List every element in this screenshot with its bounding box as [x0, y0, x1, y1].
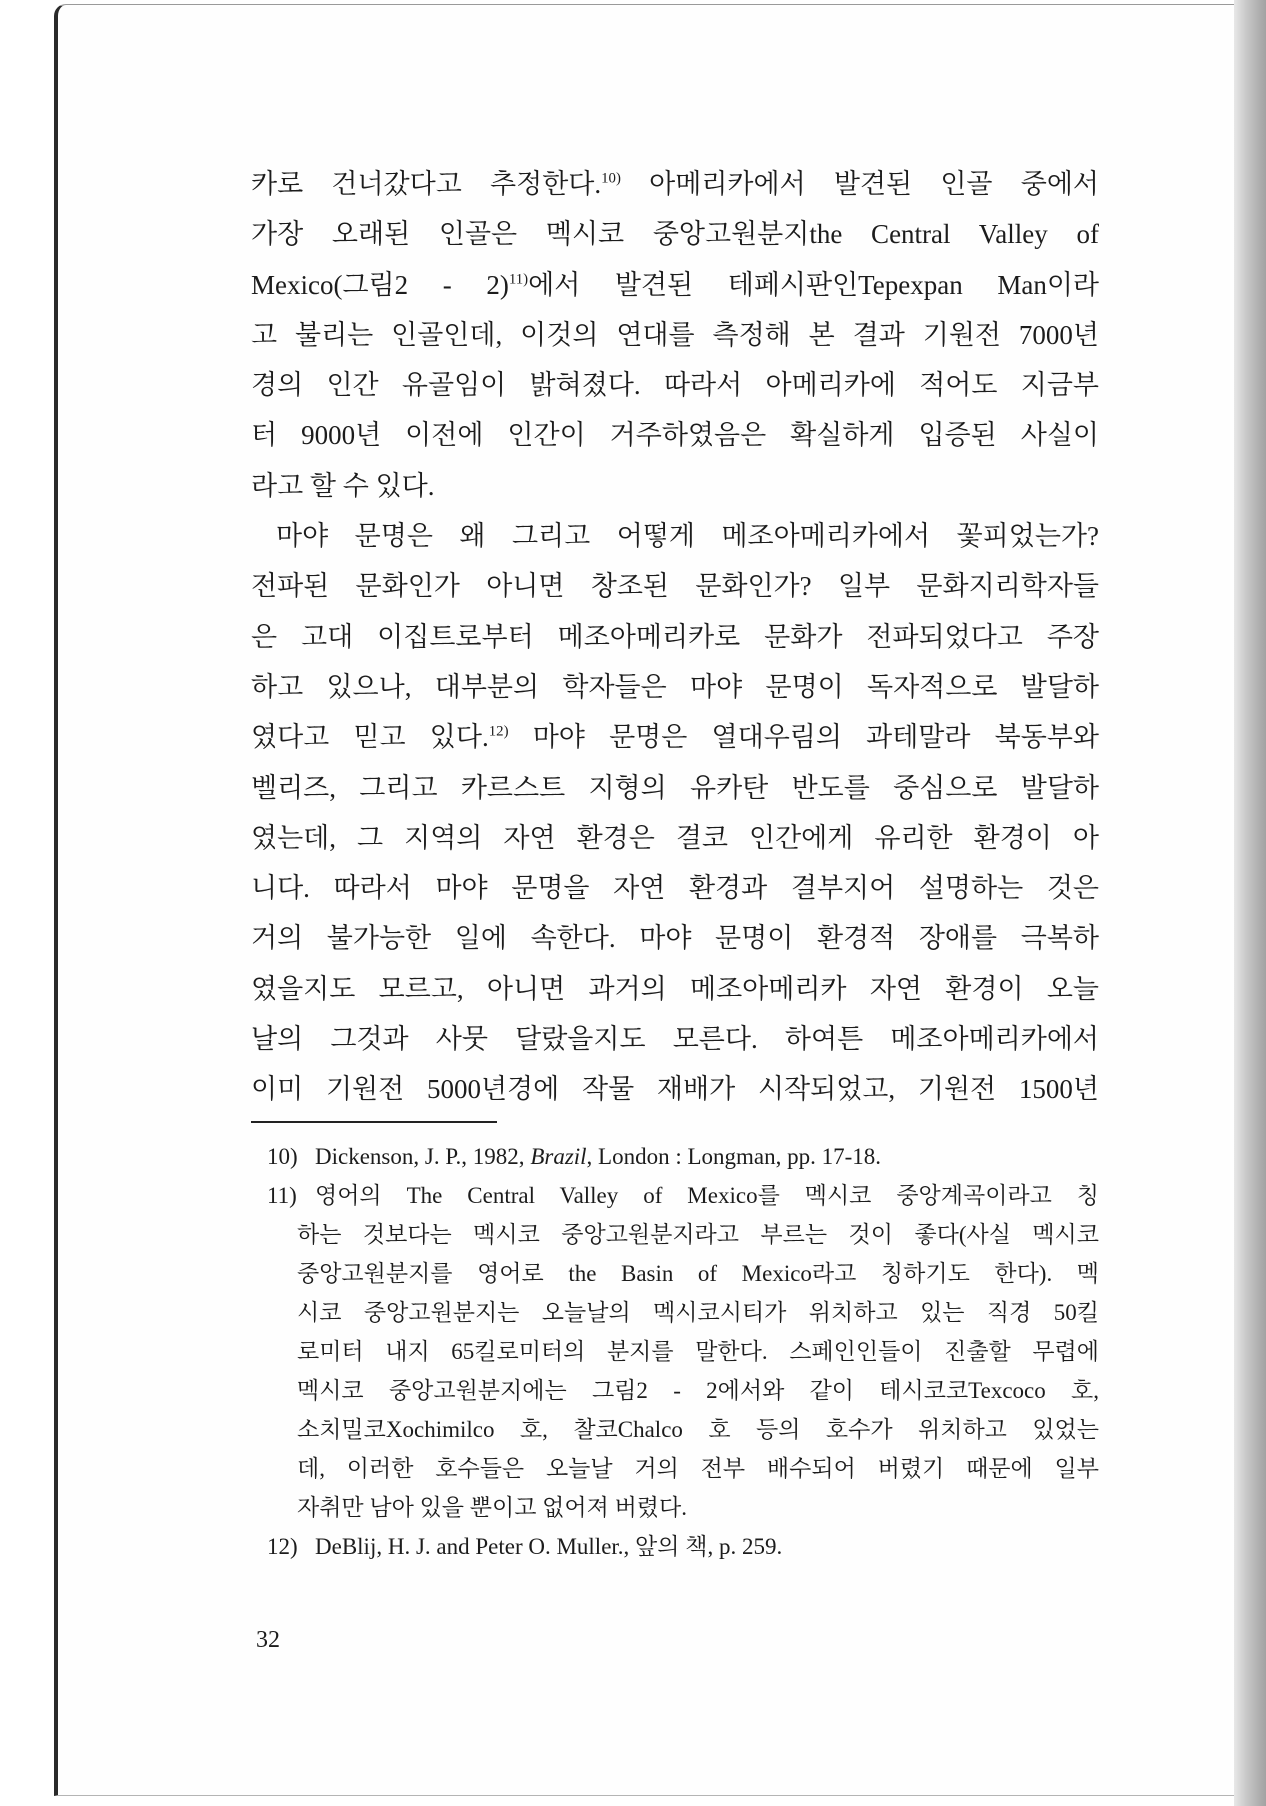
- text-line: 경의 인간 유골임이 밝혀졌다. 따라서 아메리카에 적어도 지금부: [251, 370, 1099, 401]
- text-segment: 마야 문명은 열대우림의 과테말라 북동부와: [508, 722, 1099, 753]
- text-line: 하고 있으나, 대부분의 학자들은 마야 문명이 독자적으로 발달하: [251, 671, 1099, 702]
- text-line: [251, 260, 1099, 310]
- footnote-number: 11): [267, 1183, 297, 1208]
- footnotes: [267, 1137, 1099, 1566]
- page-edge-shadow: [1234, 0, 1266, 1806]
- text-line: 고 불리는 인골인데, 이것의 연대를 측정해 본 결과 기원전 7000년: [251, 319, 1099, 350]
- footnote-12: [267, 1527, 1099, 1566]
- text-line: 라고 할 수 있다.: [251, 470, 435, 501]
- footnote-line: 멕시코 중앙고원분지에는 그림2 - 2에서와 같이 테시코코Texcoco 호,: [297, 1378, 1099, 1403]
- text-line: 터 9000년 이전에 인간이 거주하였음은 확실하게 입증된 사실이: [251, 420, 1099, 451]
- footnote-11: [267, 1176, 1099, 1527]
- footnote-line: [267, 1137, 1099, 1176]
- text-line: 니다. 따라서 마야 문명을 자연 환경과 결부지어 설명하는 것은: [251, 873, 1099, 904]
- footnote-line: 로미터 내지 65킬로미터의 분지를 말한다. 스페인인들이 진출할 무렵에: [297, 1339, 1099, 1364]
- footnote-line: 중앙고원분지를 영어로 the Basin of Mexico라고 칭하기도 한다). 멕: [297, 1261, 1099, 1286]
- footnote-10: [267, 1137, 1099, 1176]
- text-line: 마야 문명은 왜 그리고 어떻게 메조아메리카에서 꽃피었는가?: [276, 521, 1099, 552]
- text-line: 날의 그것과 사뭇 달랐을지도 모른다. 하여튼 메조아메리카에서: [251, 1024, 1099, 1055]
- text-line: 전파된 문화인가 아니면 창조된 문화인가? 일부 문화지리학자들: [251, 571, 1099, 602]
- text-segment: 아메리카에서 발견된 인골 중에서: [620, 169, 1099, 199]
- footnote-ref: 12): [488, 723, 509, 740]
- footnote-text: , London : Longman, pp. 17-18.: [586, 1144, 882, 1169]
- text-line: 은 고대 이집트로부터 메조아메리카로 문화가 전파되었다고 주장: [251, 621, 1099, 652]
- footnote-line: [267, 1527, 1099, 1566]
- body-text: [251, 159, 1099, 1115]
- text-segment: Mexico(그림2 - 2): [251, 269, 509, 300]
- footnote-line: [267, 1176, 1099, 1215]
- text-line: 거의 불가능한 일에 속한다. 마야 문명이 환경적 장애를 극복하: [251, 923, 1099, 954]
- text-segment: 카로 건너갔다고 추정한다.: [251, 169, 602, 199]
- text-segment: 였다고 믿고 있다.: [251, 722, 489, 753]
- footnote-number: 10): [267, 1144, 298, 1169]
- footnote-line: 하는 것보다는 멕시코 중앙고원분지라고 부르는 것이 좋다(사실 멕시코: [297, 1222, 1099, 1247]
- footnote-ref: 11): [508, 271, 529, 288]
- footnote-text: DeBlij, H. J. and Peter O. Muller., 앞의 책, p. 259.: [315, 1534, 783, 1559]
- footnote-divider: [251, 1121, 497, 1123]
- footnote-line: 데, 이러한 호수들은 오늘날 거의 전부 배수되어 버렸기 때문에 일부: [297, 1456, 1099, 1481]
- text-line: 였는데, 그 지역의 자연 환경은 결코 인간에게 유리한 환경이 아: [251, 822, 1099, 853]
- footnote-text: Dickenson, J. P., 1982,: [315, 1144, 531, 1169]
- text-line: [251, 712, 1099, 762]
- text-segment: 에서 발견된 테페시판인Tepexpan Man이라: [528, 269, 1099, 300]
- book-title: Brazil: [530, 1144, 587, 1169]
- footnote-text: 영어의 The Central Valley of Mexico를 멕시코 중앙계곡이라고 칭: [315, 1183, 1099, 1208]
- paragraph: [251, 159, 1099, 511]
- footnote-line: 자취만 남아 있을 뿐이고 없어져 버렸다.: [297, 1495, 687, 1520]
- text-line: [251, 159, 1099, 209]
- footnote-ref: 10): [601, 170, 621, 187]
- text-line: 이미 기원전 5000년경에 작물 재배가 시작되었고, 기원전 1500년: [251, 1074, 1099, 1105]
- footnote-line: 소치밀코Xochimilco 호, 찰코Chalco 호 등의 호수가 위치하고 있었는: [297, 1417, 1099, 1442]
- paragraph: [251, 511, 1099, 1115]
- footnote-number: 12): [267, 1534, 298, 1559]
- text-line: 벨리즈, 그리고 카르스트 지형의 유카탄 반도를 중심으로 발달하: [251, 772, 1099, 803]
- text-line: 가장 오래된 인골은 멕시코 중앙고원분지the Central Valley of: [251, 219, 1099, 250]
- footnote-line: 시코 중앙고원분지는 오늘날의 멕시코시티가 위치하고 있는 직경 50킬: [297, 1300, 1099, 1325]
- text-line: 였을지도 모르고, 아니면 과거의 메조아메리카 자연 환경이 오늘: [251, 973, 1099, 1004]
- page-number: 32: [256, 1627, 280, 1653]
